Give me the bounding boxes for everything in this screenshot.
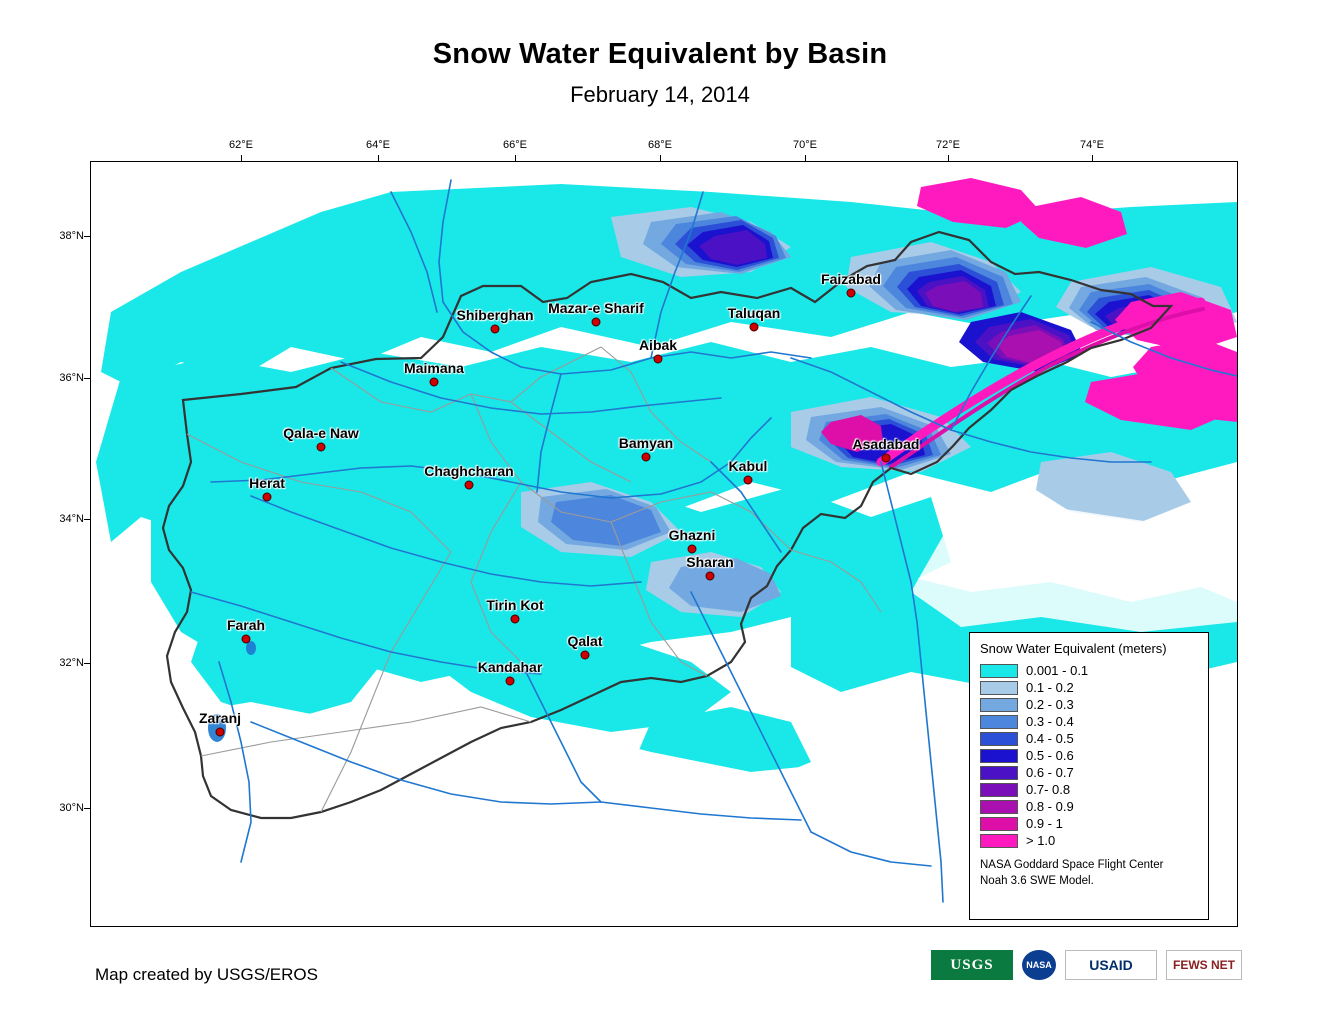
- longitude-label: 70°E: [793, 139, 817, 151]
- legend-label: 0.5 - 0.6: [1026, 748, 1074, 763]
- axis-tick: [948, 155, 949, 161]
- city-label: Shiberghan: [456, 307, 534, 323]
- city-label: Chaghcharan: [424, 463, 514, 479]
- city-marker[interactable]: [317, 443, 326, 452]
- legend-swatch: [980, 681, 1018, 695]
- legend-label: 0.4 - 0.5: [1026, 731, 1074, 746]
- longitude-label: 74°E: [1080, 139, 1104, 151]
- city-marker[interactable]: [511, 615, 520, 624]
- legend-row: [980, 662, 1198, 679]
- legend-items: [980, 662, 1198, 849]
- city-marker[interactable]: [430, 378, 439, 387]
- city-label: Asadabad: [852, 436, 920, 452]
- city-label: Ghazni: [668, 527, 716, 543]
- usgs-logo: USGS: [931, 950, 1013, 980]
- city-label: Kandahar: [477, 659, 543, 675]
- latitude-label: 36°N: [59, 372, 84, 384]
- city-marker[interactable]: [642, 453, 651, 462]
- axis-tick: [805, 155, 806, 161]
- city-marker[interactable]: [706, 572, 715, 581]
- city-marker[interactable]: [750, 323, 759, 332]
- axis-tick: [84, 378, 90, 379]
- city-marker[interactable]: [744, 476, 753, 485]
- legend-swatch: [980, 800, 1018, 814]
- legend-label: 0.001 - 0.1: [1026, 663, 1089, 678]
- city-label: Bamyan: [618, 435, 674, 451]
- legend-label: 0.1 - 0.2: [1026, 680, 1074, 695]
- legend-row: [980, 730, 1198, 747]
- legend-title: Snow Water Equivalent (meters): [980, 641, 1167, 656]
- legend-swatch: [980, 732, 1018, 746]
- city-marker[interactable]: [506, 677, 515, 686]
- legend-label: 0.3 - 0.4: [1026, 714, 1074, 729]
- legend-row: [980, 696, 1198, 713]
- fews-net-logo: FEWS NET: [1166, 950, 1242, 980]
- longitude-label: 64°E: [366, 139, 390, 151]
- legend-label: 0.6 - 0.7: [1026, 765, 1074, 780]
- city-label: Aibak: [638, 337, 678, 353]
- longitude-label: 62°E: [229, 139, 253, 151]
- legend-row: [980, 747, 1198, 764]
- city-marker[interactable]: [688, 545, 697, 554]
- legend-label: 0.8 - 0.9: [1026, 799, 1074, 814]
- page-title: Snow Water Equivalent by Basin: [432, 38, 888, 70]
- legend-swatch: [980, 834, 1018, 848]
- legend-label: 0.9 - 1: [1026, 816, 1063, 831]
- usaid-logo: USAID: [1065, 950, 1157, 980]
- latitude-label: 30°N: [59, 802, 84, 814]
- longitude-label: 72°E: [936, 139, 960, 151]
- axis-tick: [241, 155, 242, 161]
- legend-swatch: [980, 766, 1018, 780]
- latitude-label: 34°N: [59, 513, 84, 525]
- logo-strip: [931, 950, 1242, 980]
- city-label: Tirin Kot: [486, 597, 544, 613]
- city-label: Maimana: [404, 360, 464, 376]
- legend-swatch: [980, 749, 1018, 763]
- legend-row: [980, 798, 1198, 815]
- city-label: Taluqan: [727, 305, 781, 321]
- axis-tick: [84, 236, 90, 237]
- map-legend: [969, 632, 1209, 920]
- city-label: Sharan: [686, 554, 734, 570]
- city-label: Qala-e Naw: [283, 425, 359, 441]
- axis-tick: [84, 663, 90, 664]
- city-label: Zaranj: [198, 710, 242, 726]
- legend-row: [980, 713, 1198, 730]
- axis-tick: [84, 519, 90, 520]
- map-frame[interactable]: [90, 161, 1238, 927]
- axis-tick: [515, 155, 516, 161]
- legend-row: [980, 832, 1198, 849]
- legend-row: [980, 815, 1198, 832]
- legend-row: [980, 764, 1198, 781]
- legend-swatch: [980, 715, 1018, 729]
- axis-tick: [1092, 155, 1093, 161]
- legend-swatch: [980, 664, 1018, 678]
- axis-tick: [84, 808, 90, 809]
- legend-swatch: [980, 783, 1018, 797]
- city-marker[interactable]: [216, 728, 225, 737]
- legend-row: [980, 679, 1198, 696]
- axis-tick: [660, 155, 661, 161]
- city-marker[interactable]: [263, 493, 272, 502]
- city-label: Herat: [249, 475, 285, 491]
- city-marker[interactable]: [592, 318, 601, 327]
- latitude-label: 32°N: [59, 657, 84, 669]
- longitude-label: 66°E: [503, 139, 527, 151]
- city-label: Mazar-e Sharif: [548, 300, 644, 316]
- legend-source-line1: NASA Goddard Space Flight Center: [980, 859, 1164, 871]
- legend-source-line2: Noah 3.6 SWE Model.: [980, 874, 1094, 887]
- city-marker[interactable]: [465, 481, 474, 490]
- city-label: Kabul: [728, 458, 768, 474]
- axis-tick: [378, 155, 379, 161]
- legend-label: 0.7- 0.8: [1026, 782, 1071, 797]
- legend-source: [980, 858, 1198, 889]
- city-label: Faizabad: [821, 271, 881, 287]
- city-marker[interactable]: [882, 454, 891, 463]
- legend-label: > 1.0: [1026, 833, 1056, 848]
- city-label: Farah: [226, 617, 266, 633]
- city-marker[interactable]: [654, 355, 663, 364]
- city-marker[interactable]: [847, 289, 856, 298]
- longitude-label: 68°E: [648, 139, 672, 151]
- page-subtitle: February 14, 2014: [570, 82, 750, 107]
- legend-swatch: [980, 817, 1018, 831]
- city-label: Qalat: [567, 633, 603, 649]
- map-credit: Map created by USGS/EROS: [95, 965, 318, 984]
- legend-row: [980, 781, 1198, 798]
- city-marker[interactable]: [491, 325, 500, 334]
- nasa-logo: NASA: [1022, 950, 1056, 980]
- city-marker[interactable]: [581, 651, 590, 660]
- legend-swatch: [980, 698, 1018, 712]
- legend-label: 0.2 - 0.3: [1026, 697, 1074, 712]
- latitude-label: 38°N: [59, 230, 84, 242]
- city-marker[interactable]: [242, 635, 251, 644]
